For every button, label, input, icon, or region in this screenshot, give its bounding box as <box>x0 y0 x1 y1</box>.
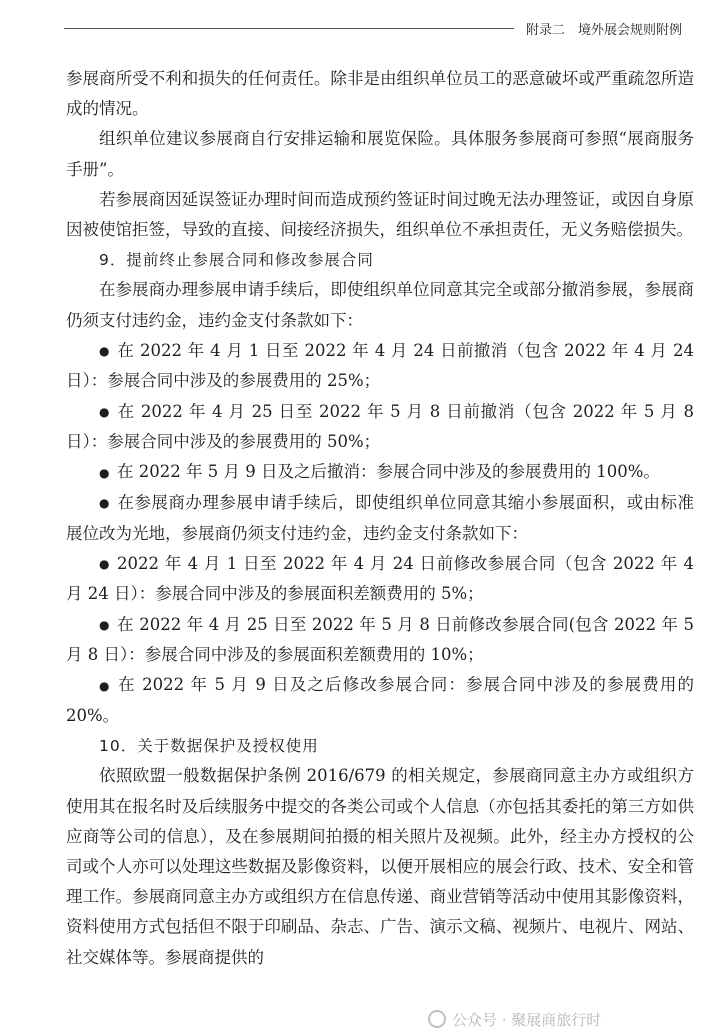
bullet-dot-icon: ● <box>99 344 110 359</box>
bullet-item: ● 在 2022 年 4 月 25 日至 2022 年 5 月 8 日前修改参展合同(包含 2022 年 5 月 8 日）：参展合同中涉及的参展面积差额费用的 10%； <box>66 610 694 671</box>
running-header <box>64 16 682 40</box>
bullet-dot-icon: ● <box>99 496 110 511</box>
paragraph: 参展商所受不利和损失的任何责任。除非是由组织单位员工的恶意破坏或严重疏忽所造成的情况。 <box>66 69 694 119</box>
bullet-item: ● 在 2022 年 5 月 9 日及之后修改参展合同：参展合同中涉及的参展费用的 20%。 <box>66 670 694 731</box>
paragraph: 组织单位建议参展商自行安排运输和展览保险。具体服务参展商可参照“展商服务手册”。 <box>66 129 694 179</box>
header-rule <box>64 28 514 29</box>
paragraph: 依照欧盟一般数据保护条例 2016/679 的相关规定，参展商同意主办方或组织方使用其在报名时及后续服务中提交的各类公司或个人信息（亦包括其委托的第三方如供应商等公司的信息），及在参展期间拍摄的相关照片及视频。此外，经主办方授权的公司或个人亦可以处理这些数据及影像资料，以便开展相应的展会行政、技术、安全和管理工作。参展商同意主办方或组织方在信息传递、商业营销等活动中使用其影像资料，资料使用方式包括但不限于印刷品、杂志、广告、演示文稿、视频片、电视片、网站、社交媒体等。参展商提供的 <box>66 766 694 967</box>
watermark-text: 公众号 · 聚展商旅行时 <box>452 1010 602 1029</box>
header-title: 附录二 境外展会规则附例 <box>525 22 682 38</box>
document-body <box>66 64 694 973</box>
paragraph: 若参展商因延误签证办理时间而造成预约签证时间过晚无法办理签证，或因自身原因被使馆拒签，导致的直接、间接经济损失，组织单位不承担责任，无义务赔偿损失。 <box>66 189 694 240</box>
paragraph: 在参展商办理参展申请手续后，即使组织单位同意其完全或部分撤消参展，参展商仍须支付违约金，违约金支付条款如下： <box>66 280 694 330</box>
bullet-item: ● 2022 年 4 月 1 日至 2022 年 4 月 24 日前修改参展合同（包含 2022 年 4 月 24 日）：参展合同中涉及的参展面积差额费用的 5%； <box>66 549 694 610</box>
section-heading: 9．提前终止参展合同和修改参展合同 <box>99 251 374 270</box>
bullet-item: ● 在 2022 年 4 月 1 日至 2022 年 4 月 24 日前撤消（包含 2022 年 4 月 24 日）：参展合同中涉及的参展费用的 25%； <box>66 336 694 397</box>
watermark <box>428 1007 718 1031</box>
bullet-dot-icon: ● <box>99 557 110 572</box>
bullet-dot-icon: ● <box>99 465 110 480</box>
wechat-logo-icon <box>428 1010 446 1028</box>
bullet-item: ● 在 2022 年 4 月 25 日至 2022 年 5 月 8 日前撤消（包含 2022 年 5 月 8 日）：参展合同中涉及的参展费用的 50%； <box>66 397 694 458</box>
bullet-item: ● 在参展商办理参展申请手续后，即使组织单位同意其缩小参展面积，或由标准展位改为光地，参展商仍须支付违约金，违约金支付条款如下： <box>66 488 694 549</box>
bullet-dot-icon: ● <box>99 678 110 693</box>
bullet-item: ● 在 2022 年 5 月 9 日及之后撤消：参展合同中涉及的参展费用的 100%。 <box>66 457 694 488</box>
bullet-dot-icon: ● <box>99 618 110 632</box>
bullet-dot-icon: ● <box>99 405 110 420</box>
section-heading: 10．关于数据保护及授权使用 <box>99 737 319 756</box>
